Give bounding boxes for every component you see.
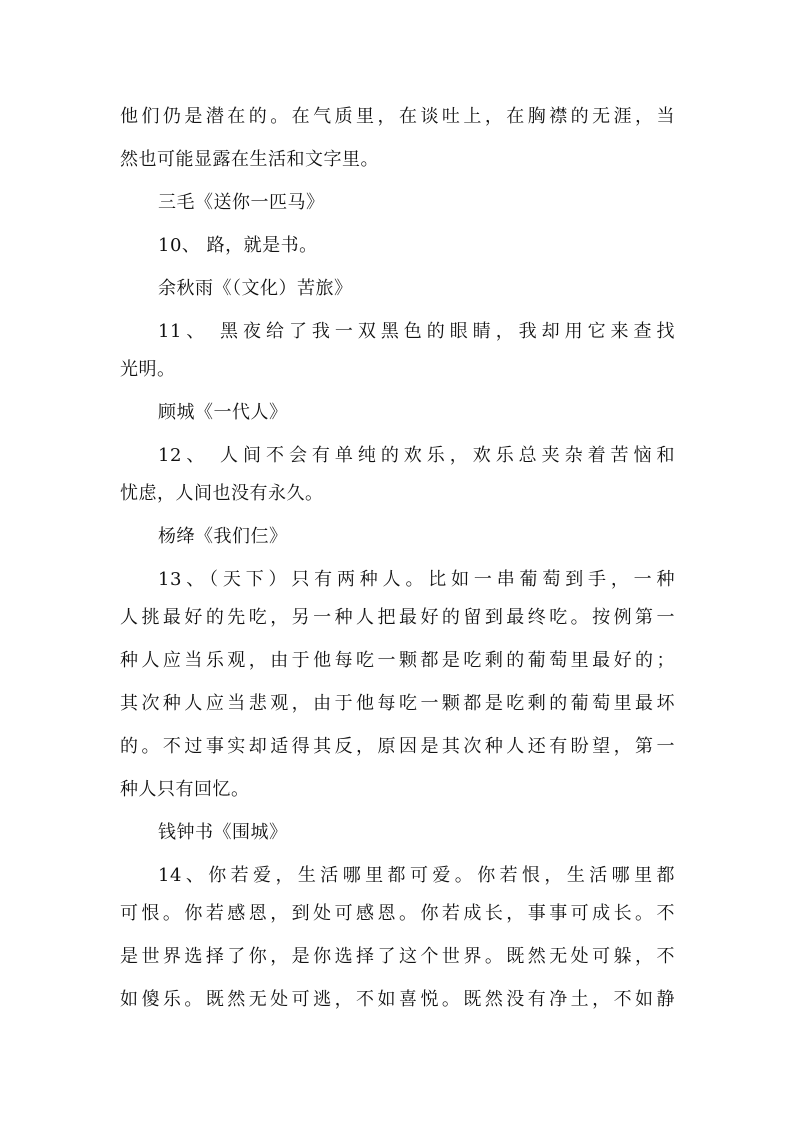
quote-heading: 11、 黑夜给了我一双黑色的眼睛，我却用它来查找 [158,321,675,342]
text-line: 然也可能显露在生活和文字里。 [120,149,379,170]
attribution-line: 杨绛《我们仨》 [158,526,288,547]
attribution-line: 三毛《送你一匹马》 [158,192,325,213]
text-line: 光明。 [120,359,176,380]
text-line: 可恨。你若感恩，到处可感恩。你若成长，事事可成长。不 [120,903,675,924]
text-line: 其次种人应当悲观，由于他每吃一颗都是吃剩的葡萄里最坏 [120,693,675,714]
text-line: 种人应当乐观，由于他每吃一颗都是吃剩的葡萄里最好的； [120,650,675,671]
text-line: 他们仍是潜在的。在气质里，在谈吐上，在胸襟的无涯，当 [120,106,675,127]
attribution-line: 钱钟书《围城》 [158,822,288,843]
text-line: 如傻乐。既然无处可逃，不如喜悦。既然没有净土，不如静 [120,989,675,1010]
quote-heading: 13、（天下）只有两种人。比如一串葡萄到手，一种 [158,569,675,590]
attribution-line: 余秋雨《（文化）苦旅》 [158,278,353,299]
attribution-line: 顾城《一代人》 [158,402,288,423]
text-line: 忧虑，人间也没有永久。 [120,483,324,504]
text-line: 的。不过事实却适得其反，原因是其次种人还有盼望，第一 [120,736,675,757]
quote-heading: 10、 路，就是书。 [158,235,318,256]
quote-heading: 14、你若爱，生活哪里都可爱。你若恨，生活哪里都 [158,865,675,886]
text-line: 人挑最好的先吃，另一种人把最好的留到最终吃。按例第一 [120,607,675,628]
quote-heading: 12、 人间不会有单纯的欢乐，欢乐总夹杂着苦恼和 [158,445,675,466]
text-line: 种人只有回忆。 [120,779,250,800]
text-line: 是世界选择了你，是你选择了这个世界。既然无处可躲，不 [120,946,675,967]
